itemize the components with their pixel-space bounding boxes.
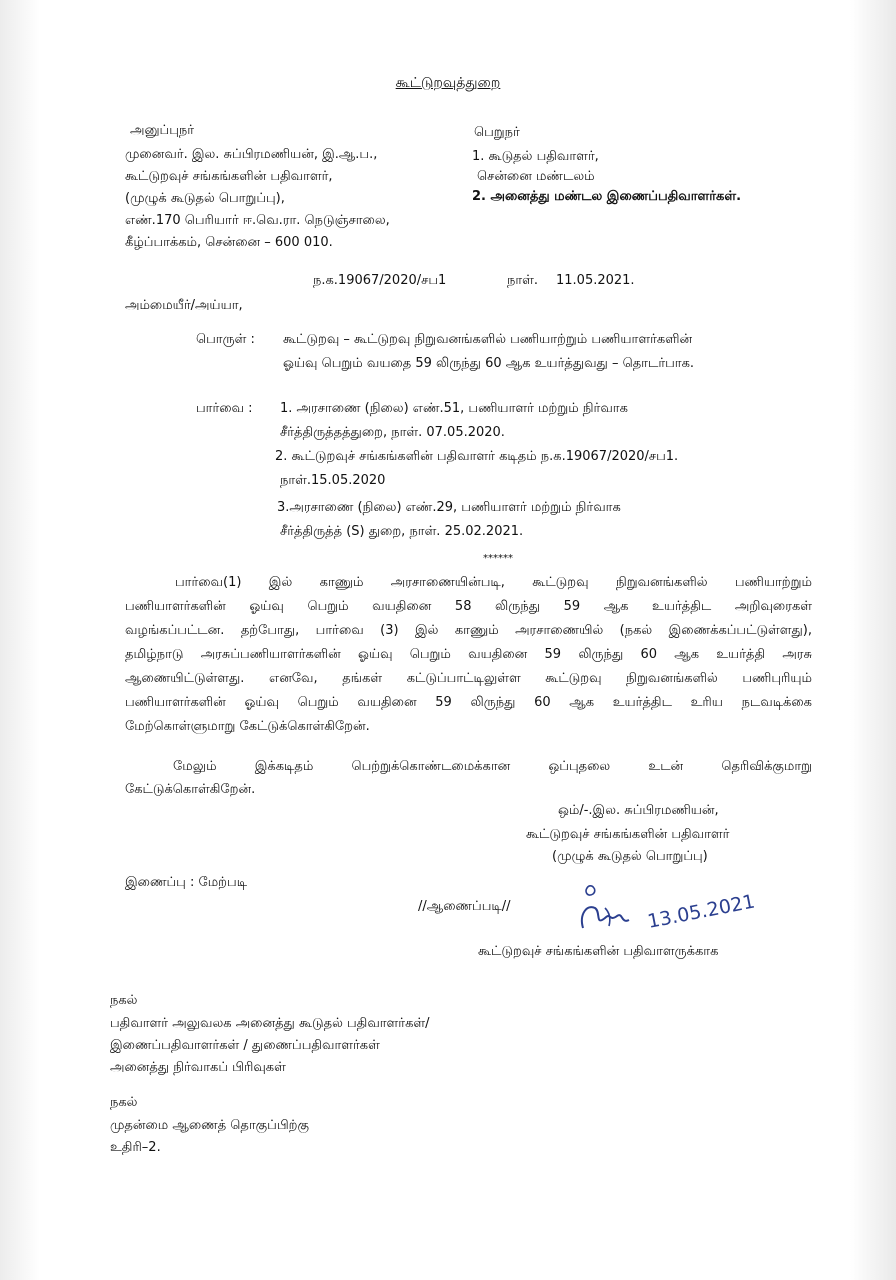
body-line: தமிழ்நாடு அரசுப்பணியாளர்களின் ஓய்வு பெறும் வயதினை 59 லிருந்து 60 ஆக உயர்த்தி அரசு bbox=[125, 647, 812, 662]
sender-line: எண்.170 பெரியார் ஈ.வெ.ரா. நெடுஞ்சாலை, bbox=[125, 213, 390, 228]
reference-number: ந.க.19067/2020/சப1 bbox=[313, 273, 447, 288]
copy-label: நகல் bbox=[110, 993, 138, 1008]
sender-line: கூட்டுறவுச் சங்கங்களின் பதிவாளர், bbox=[125, 169, 333, 184]
body-line: பணியாளர்களின் ஓய்வு பெறும் வயதினை 59 லிருந்து 60 ஆக உயர்த்திட உரிய நடவடிக்கை bbox=[125, 695, 812, 710]
letter-date: 11.05.2021. bbox=[556, 273, 635, 288]
body-line: பணியாளர்களின் ஓய்வு பெறும் வயதினை 58 லிருந்து 59 ஆக உயர்த்திட அறிவுரைகள் bbox=[125, 599, 812, 614]
reference-line: 3.அரசாணை (நிலை) எண்.29, பணியாளர் மற்றும் நிர்வாக bbox=[277, 500, 621, 515]
body-line: வழங்கப்பட்டன. தற்போது, பார்வை (3) இல் காணும் அரசாணையில் (நகல் இணைக்கப்பட்டுள்ளது), bbox=[125, 623, 812, 638]
reference-line: 2. கூட்டுறவுச் சங்கங்களின் பதிவாளர் கடிதம் ந.க.19067/2020/சப1. bbox=[275, 449, 679, 464]
body-line: மேலும் இக்கடிதம் பெற்றுக்கொண்டமைக்கான ஒப்புதலை உடன் தெரிவிக்குமாறு bbox=[173, 759, 812, 774]
body-line: பார்வை(1) இல் காணும் அரசாணையின்படி, கூட்டுறவு நிறுவனங்களில் பணியாற்றும் bbox=[175, 575, 812, 590]
recipient-line: 1. கூடுதல் பதிவாளர், bbox=[472, 149, 599, 164]
for-registrar: கூட்டுறவுச் சங்கங்களின் பதிவாளருக்காக bbox=[478, 944, 719, 959]
reference-line: சீர்த்திருத்த் (S) துறை, நாள். 25.02.2021. bbox=[280, 524, 524, 539]
date-label: நாள். bbox=[507, 273, 538, 288]
copy-line: பதிவாளர் அலுவலக அனைத்து கூடுதல் பதிவாளர்கள்/ bbox=[110, 1016, 430, 1031]
salutation: அம்மையீர்/அய்யா, bbox=[125, 298, 243, 313]
separator: ****** bbox=[483, 553, 513, 564]
signatory-title: கூட்டுறவுச் சங்கங்களின் பதிவாளர் bbox=[526, 827, 730, 842]
recipient-label: பெறுநர் bbox=[474, 125, 520, 140]
sender-line: முனைவர். இல. சுப்பிரமணியன், இ.ஆ.ப., bbox=[125, 147, 378, 162]
copy-line: முதன்மை ஆணைத் தொகுப்பிற்கு bbox=[110, 1118, 309, 1133]
reference-line: 1. அரசாணை (நிலை) எண்.51, பணியாளர் மற்றும் நிர்வாக bbox=[280, 401, 628, 416]
body-line: ஆணையிட்டுள்ளது. எனவே, தங்கள் கட்டுப்பாட்டிலுள்ள கூட்டுறவு நிறுவனங்களில் பணிபுரியும் bbox=[125, 671, 812, 686]
handwritten-signature bbox=[565, 870, 765, 940]
sender-label: அனுப்புநர் bbox=[130, 123, 195, 138]
subject-line: கூட்டுறவு – கூட்டுறவு நிறுவனங்களில் பணியாற்றும் பணியாளர்களின் bbox=[283, 332, 693, 347]
copy-line: உதிரி–2. bbox=[110, 1140, 161, 1155]
subject-line: ஓய்வு பெறும் வயதை 59 லிருந்து 60 ஆக உயர்த்துவது – தொடர்பாக. bbox=[283, 356, 695, 371]
copy-line: அனைத்து நிர்வாகப் பிரிவுகள் bbox=[110, 1060, 286, 1075]
body-line: கேட்டுக்கொள்கிறேன். bbox=[125, 782, 256, 797]
copy-label: நகல் bbox=[110, 1095, 138, 1110]
copy-line: இணைப்பதிவாளர்கள் / துணைப்பதிவாளர்கள் bbox=[110, 1038, 380, 1053]
subject-label: பொருள் : bbox=[196, 332, 255, 347]
handwritten-date: 13.05.2021 bbox=[645, 890, 757, 933]
sender-line: கீழ்ப்பாக்கம், சென்னை – 600 010. bbox=[125, 235, 333, 250]
recipient-line: சென்னை மண்டலம் bbox=[477, 169, 595, 184]
reference-line: சீர்த்திருத்தத்துறை, நாள். 07.05.2020. bbox=[280, 425, 505, 440]
sender-line: (முழுக் கூடுதல் பொறுப்பு), bbox=[125, 191, 285, 206]
recipient-line: 2. அனைத்து மண்டல இணைப்பதிவாளர்கள். bbox=[472, 189, 742, 204]
order-mark: //ஆணைப்படி// bbox=[418, 899, 511, 914]
body-line: மேற்கொள்ளுமாறு கேட்டுக்கொள்கிறேன். bbox=[125, 719, 370, 734]
signatory-charge: (முழுக் கூடுதல் பொறுப்பு) bbox=[552, 849, 708, 864]
signatory-name: ஒம்/-.இல. சுப்பிரமணியன், bbox=[558, 803, 719, 818]
enclosure: இணைப்பு : மேற்படி bbox=[125, 875, 248, 890]
references-label: பார்வை : bbox=[196, 401, 253, 416]
reference-line: நாள்.15.05.2020 bbox=[280, 473, 386, 488]
department-title: கூட்டுறவுத்துறை bbox=[395, 75, 501, 91]
